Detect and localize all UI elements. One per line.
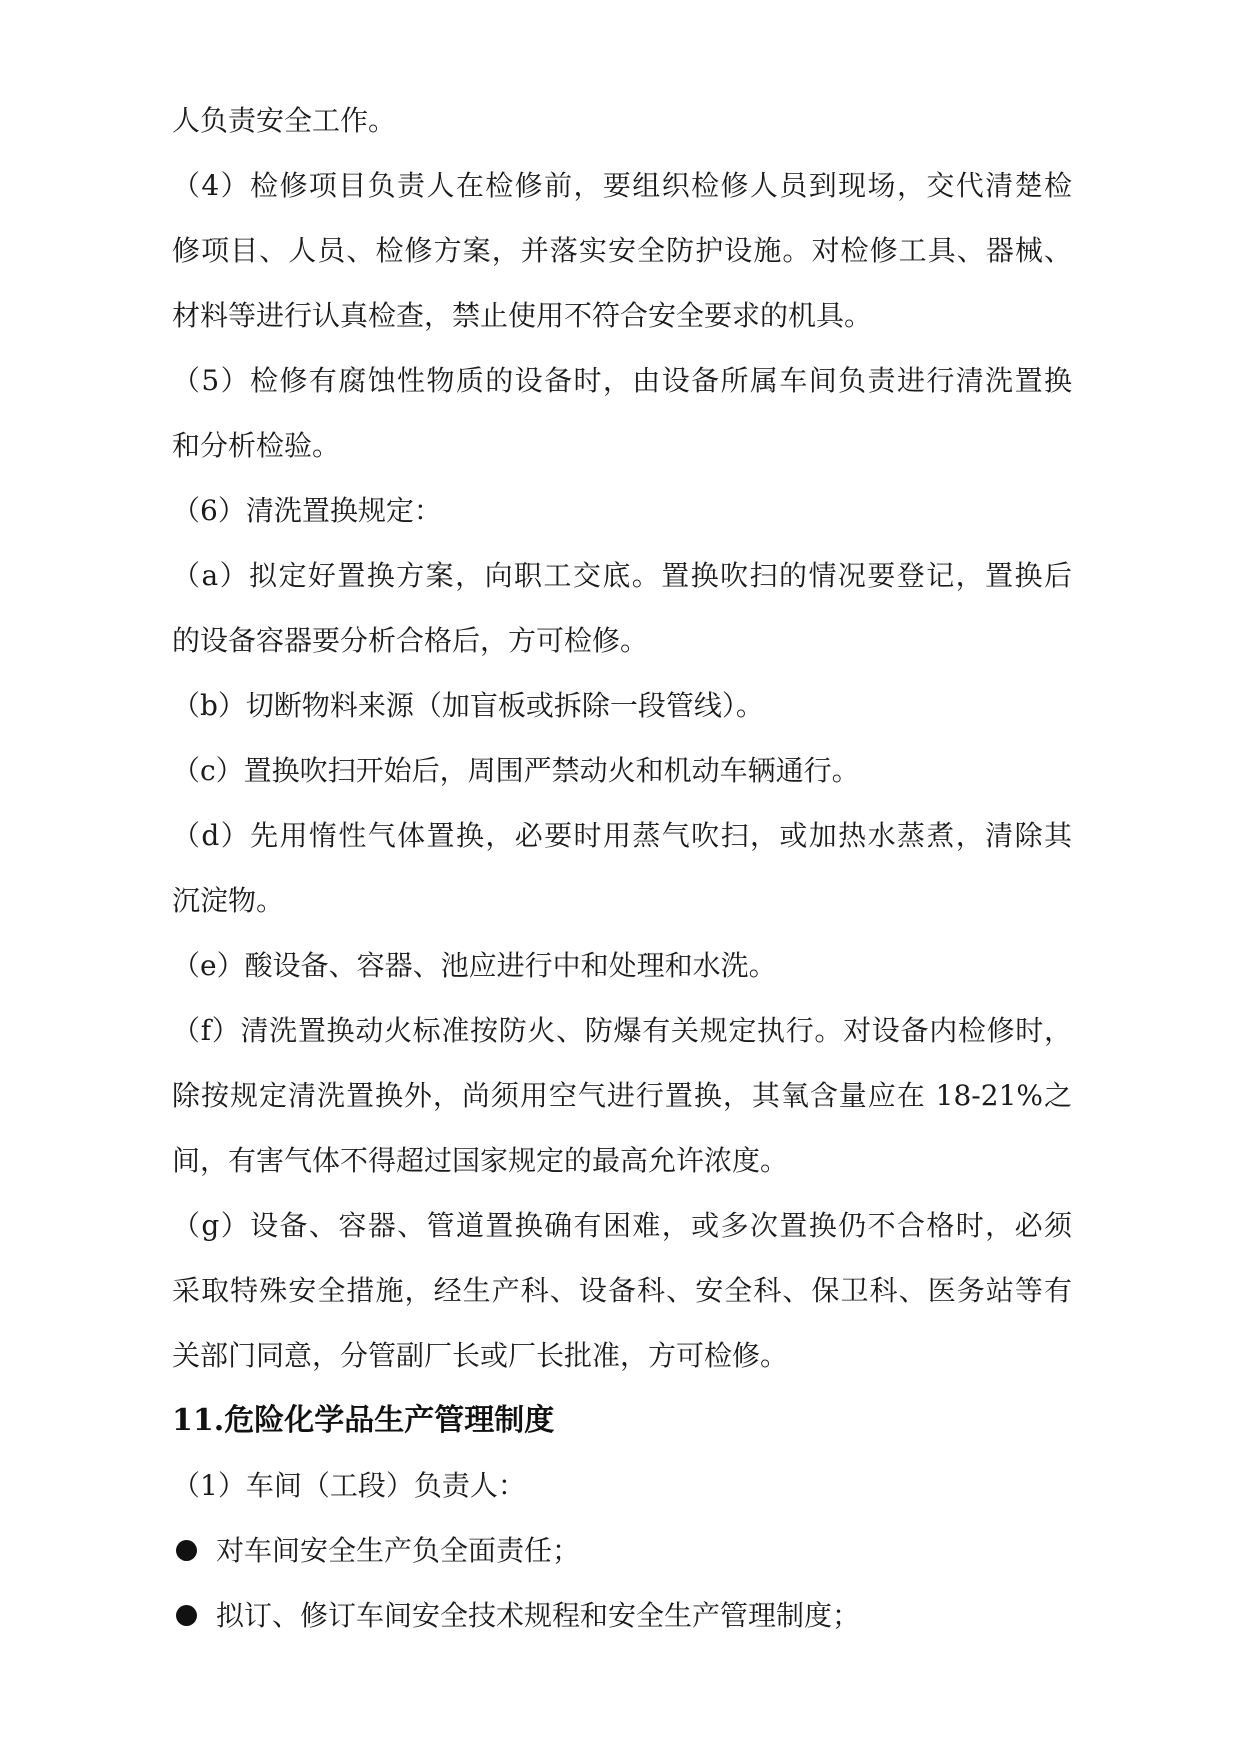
text-line: （c）置换吹扫开始后，周围严禁动火和机动车辆通行。: [172, 754, 860, 787]
text-line: 采取特殊安全措施，经生产科、设备科、安全科、保卫科、医务站等有: [172, 1274, 1072, 1307]
text-line: （f）清洗置换动火标准按防火、防爆有关规定执行。对设备内检修时，: [172, 1014, 1072, 1047]
text-line: 修项目、人员、检修方案，并落实安全防护设施。对检修工具、器械、: [172, 234, 1072, 267]
text-line: （a）拟定好置换方案，向职工交底。置换吹扫的情况要登记，置换后: [172, 559, 1072, 592]
bullet-text: 拟订、修订车间安全技术规程和安全生产管理制度；: [216, 1599, 861, 1632]
text-line: 沉淀物。: [172, 884, 285, 917]
section-heading: 11.危险化学品生产管理制度: [172, 1403, 555, 1438]
text-line: （d）先用惰性气体置换，必要时用蒸气吹扫，或加热水蒸煮，清除其: [172, 819, 1072, 852]
text-line: 间，有害气体不得超过国家规定的最高允许浓度。: [172, 1144, 789, 1177]
text-line: 和分析检验。: [172, 429, 341, 462]
bullet-item: [172, 1583, 1072, 1648]
text-line: 除按规定清洗置换外，尚须用空气进行置换，其氧含量应在 18-21%之: [172, 1079, 1072, 1112]
text-line: （e）酸设备、容器、池应进行中和处理和水洗。: [172, 949, 777, 982]
text-line: （4）检修项目负责人在检修前，要组织检修人员到现场，交代清楚检: [172, 169, 1072, 202]
text-line: （6）清洗置换规定：: [172, 494, 442, 527]
filled-circle-bullet-icon: [176, 1540, 197, 1561]
text-line: （g）设备、容器、管道置换确有困难，或多次置换仍不合格时，必须: [172, 1209, 1072, 1242]
text-line: 关部门同意，分管副厂长或厂长批准，方可检修。: [172, 1339, 789, 1372]
bullet-text: 对车间安全生产负全面责任；: [216, 1534, 581, 1567]
bullet-item: [172, 1518, 1072, 1583]
text-line: （5）检修有腐蚀性物质的设备时，由设备所属车间负责进行清洗置换: [172, 364, 1072, 397]
document-body: [172, 88, 1072, 1648]
text-line: （b）切断物料来源（加盲板或拆除一段管线）。: [172, 689, 764, 722]
subsection-title: （1）车间（工段）负责人：: [172, 1469, 526, 1502]
filled-circle-bullet-icon: [176, 1605, 197, 1626]
text-line: 人负责安全工作。: [172, 104, 397, 137]
text-line: 材料等进行认真检查，禁止使用不符合安全要求的机具。: [172, 299, 873, 332]
text-line: 的设备容器要分析合格后，方可检修。: [172, 624, 649, 657]
